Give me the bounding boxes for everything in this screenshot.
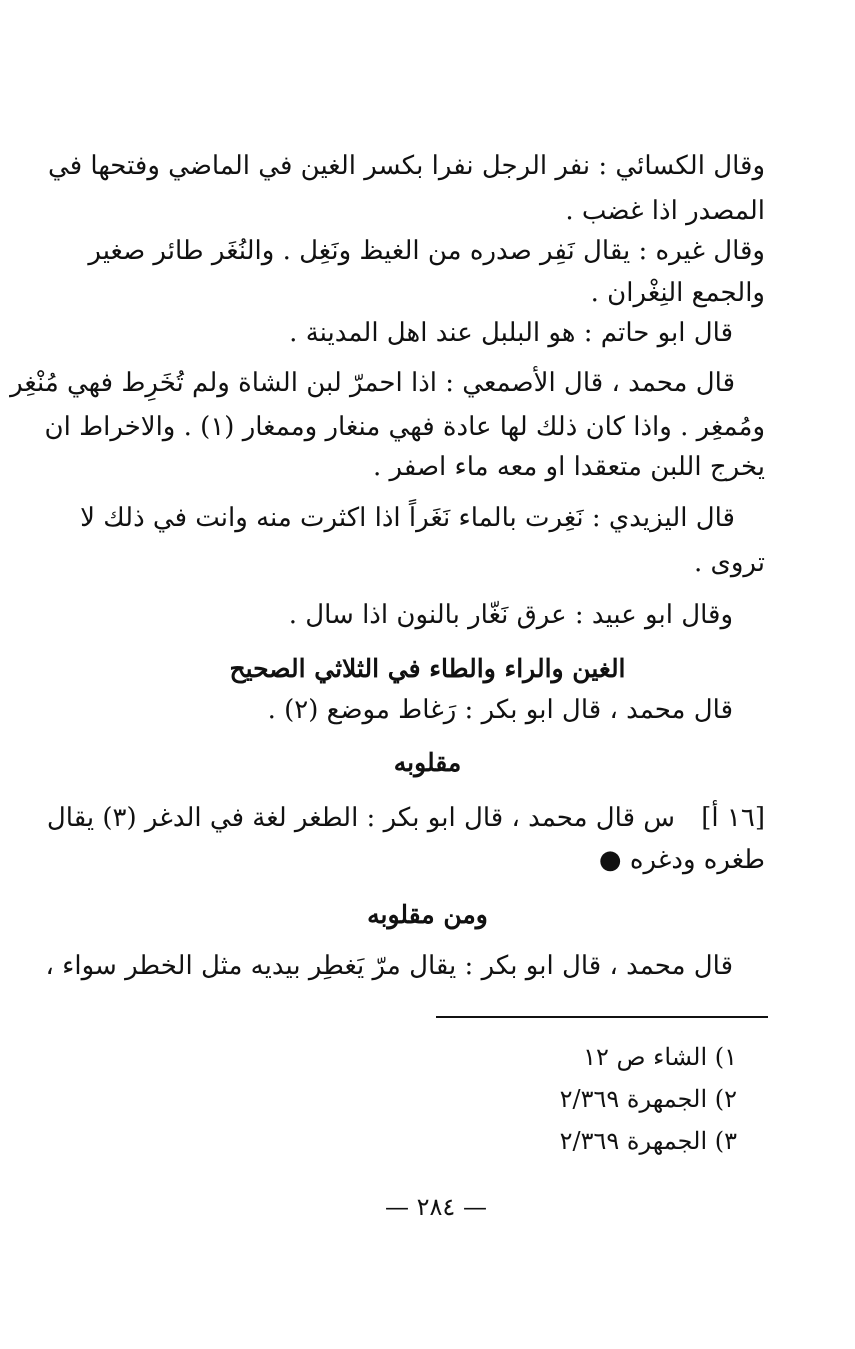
section-heading: ومن مقلوبه	[367, 900, 488, 929]
paragraph-line: تروى .	[693, 548, 765, 578]
paragraph-line: قال محمد ، قال الأصمعي : اذا احمرّ لبن الشاة ولم تُخَرِط فهي مُنْغِر	[10, 368, 735, 398]
paragraph-line: قال ابو حاتم : هو البلبل عند اهل المدينة .	[289, 318, 733, 348]
footnote: ٢) الجمهرة ٢/٣٦٩	[559, 1085, 737, 1113]
section-heading: مقلوبه	[393, 748, 462, 777]
paragraph-line: والجمع النِغْران .	[590, 278, 765, 308]
paragraph-line: طغره ودغره ●	[598, 845, 765, 875]
footnote-separator	[436, 1016, 768, 1018]
paragraph-line: وقال غيره : يقال نَفِر صدره من الغيظ ونَغِل . والنُغَر طائر صغير	[88, 236, 765, 266]
paragraph-line: قال اليزيدي : نَغِرت بالماء نَغَراً اذا اكثرت منه وانت في ذلك لا	[80, 503, 735, 533]
footnote: ١) الشاء ص ١٢	[583, 1043, 737, 1071]
paragraph-line: س قال محمد ، قال ابو بكر : الطغر لغة في الدغر (٣) يقال	[46, 803, 675, 833]
paragraph-line: قال محمد ، قال ابو بكر : يقال مرّ يَغطِر بيديه مثل الخطر سواء ،	[45, 951, 733, 981]
folio-marker: [١٦ أ]	[701, 803, 765, 833]
paragraph-line: وقال ابو عبيد : عرق نَغّار بالنون اذا سال .	[288, 600, 733, 630]
paragraph-line: وقال الكسائي : نفر الرجل نفرا بكسر الغين في الماضي وفتحها في	[48, 151, 765, 181]
paragraph-line: قال محمد ، قال ابو بكر : رَغاط موضع (٢) .	[267, 695, 733, 725]
section-heading: الغين والراء والطاء في الثلاثي الصحيح	[229, 654, 626, 683]
paragraph-line: ومُمغِر . واذا كان ذلك لها عادة فهي منغار وممغار (١) . والاخراط ان	[44, 412, 765, 442]
paragraph-line: المصدر اذا غضب .	[565, 196, 765, 226]
paragraph-line: يخرج اللبن متعقدا او معه ماء اصفر .	[372, 452, 765, 482]
footnote: ٣) الجمهرة ٢/٣٦٩	[559, 1127, 737, 1155]
page-number: — ٢٨٤ —	[385, 1193, 487, 1221]
